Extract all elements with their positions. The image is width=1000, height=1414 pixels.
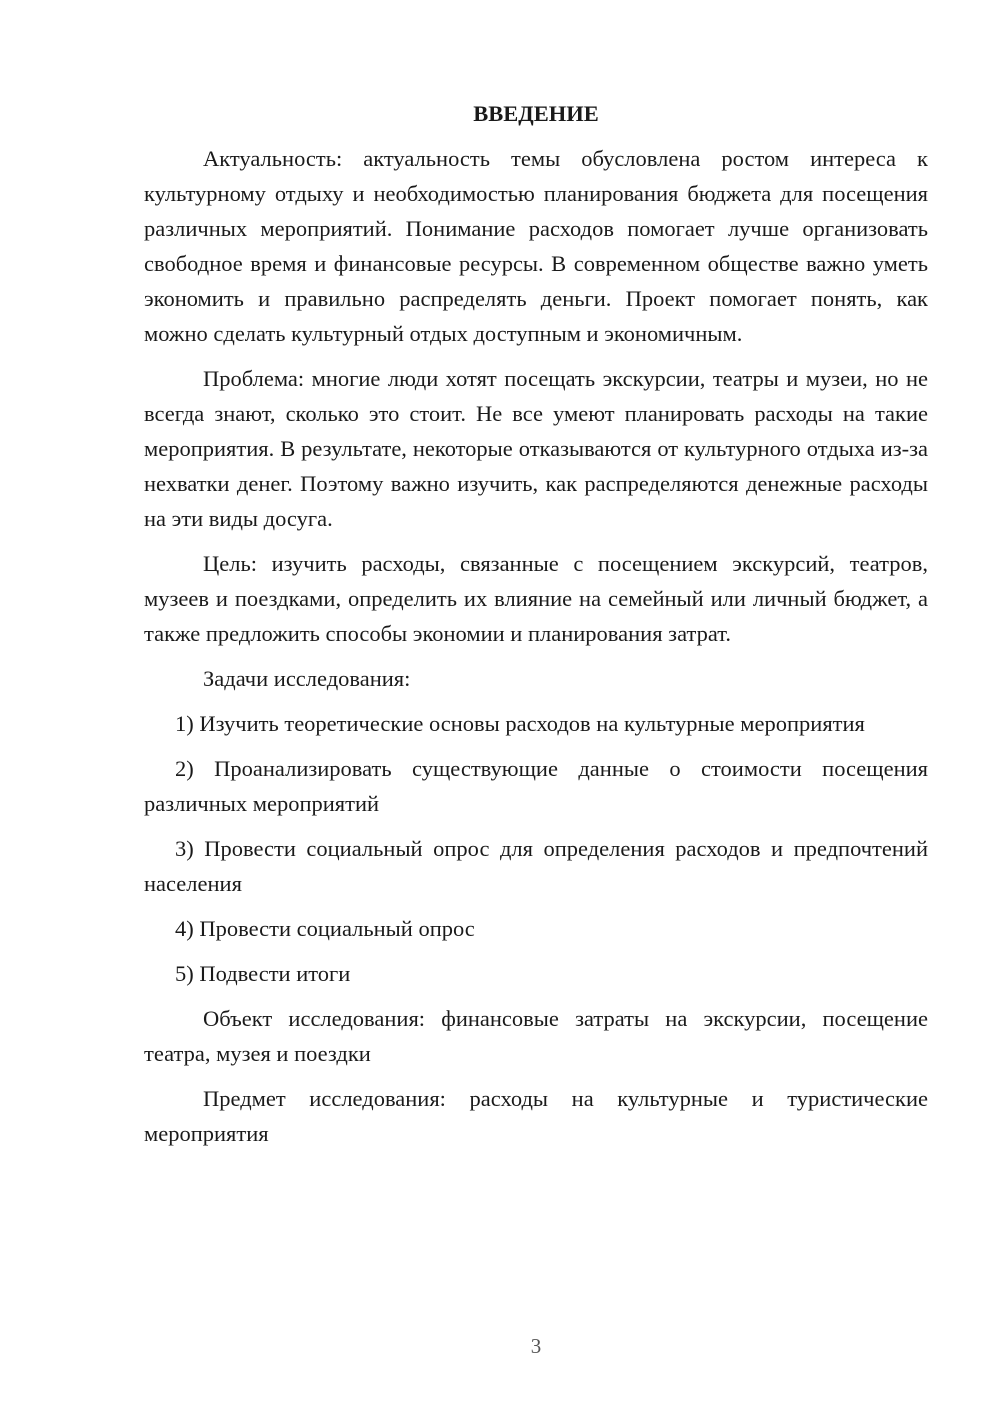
- problem-paragraph: Проблема: многие люди хотят посещать экскурсии, театры и музеи, но не всегда знают, сколько это стоит. Не все умеют планировать расходы на такие мероприятия. В результате, некоторые отказываются от культурного отдыха из-за нехватки денег. Поэтому важно изучить, как распределяются денежные расходы на эти виды досуга.: [144, 366, 928, 531]
- page-number: 3: [530, 1334, 542, 1358]
- object-paragraph: Объект исследования: финансовые затраты на экскурсии, посещение театра, музея и поездки: [144, 1006, 928, 1066]
- page-title: ВВЕДЕНИЕ: [473, 101, 599, 126]
- task-item-5: 5) Подвести итоги: [175, 961, 351, 986]
- task-item-1: 1) Изучить теоретические основы расходов на культурные мероприятия: [175, 711, 865, 736]
- task-item-3: 3) Провести социальный опрос для определения расходов и предпочтений населения: [144, 836, 928, 896]
- task-item-4: 4) Провести социальный опрос: [175, 916, 475, 941]
- relevance-paragraph: Актуальность: актуальность темы обусловлена ростом интереса к культурному отдыху и необходимостью планирования бюджета для посещения различных мероприятий. Понимание расходов помогает лучше организовать свободное время и финансовые ресурсы. В современном обществе важно уметь экономить и правильно распределять деньги. Проект помогает понять, как можно сделать культурный отдых доступным и экономичным.: [144, 146, 928, 346]
- goal-paragraph: Цель: изучить расходы, связанные с посещением экскурсий, театров, музеев и поездками, определить их влияние на семейный или личный бюджет, а также предложить способы экономии и планирования затрат.: [144, 551, 928, 646]
- page-content: [144, 96, 928, 1151]
- tasks-heading: Задачи исследования:: [203, 666, 411, 691]
- task-item-2: 2) Проанализировать существующие данные о стоимости посещения различных мероприятий: [144, 756, 928, 816]
- subject-paragraph: Предмет исследования: расходы на культурные и туристические мероприятия: [144, 1086, 928, 1146]
